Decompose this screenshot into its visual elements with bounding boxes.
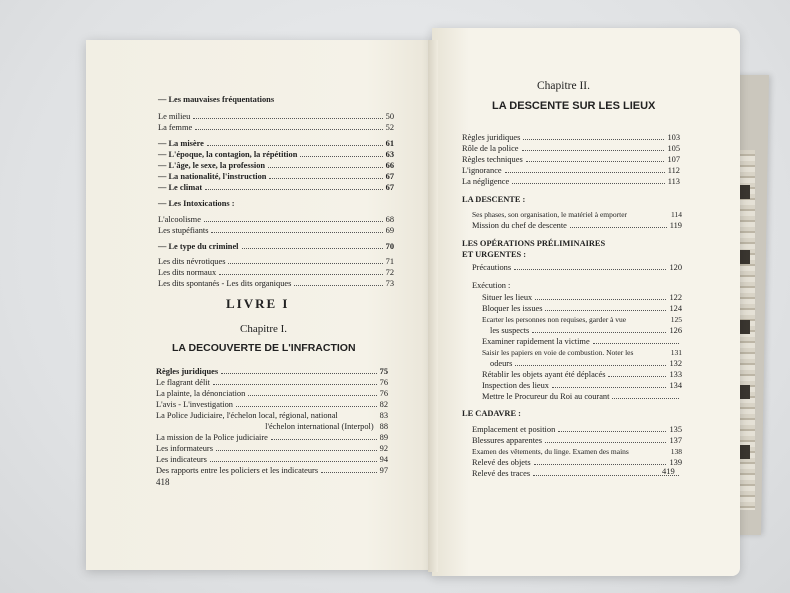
toc-row: Des rapports entre les policiers et les indicateurs 97 — [156, 466, 388, 475]
book-gutter — [428, 40, 438, 572]
toc-row: Les stupéfiants 69 — [158, 226, 394, 235]
toc-heading: LA DESCENTE : — [462, 195, 526, 204]
toc-heading: ET URGENTES : — [462, 250, 527, 259]
toc-row: Le milieu 50 — [158, 112, 394, 121]
toc-row: Inspection des lieux 134 — [482, 381, 682, 390]
toc-row: Les informateurs 92 — [156, 444, 388, 453]
toc-row: Les indicateurs 94 — [156, 455, 388, 464]
toc-row: Mettre le Procureur du Roi au courant — [482, 391, 682, 402]
toc-row: les suspects 126 — [490, 326, 682, 335]
toc-row: Les dits normaux 72 — [158, 268, 394, 277]
toc-row: La plainte, la dénonciation 76 — [156, 389, 388, 398]
toc-heading: LE CADAVRE : — [462, 409, 521, 418]
toc-row: — La misère 61 — [158, 139, 394, 148]
toc-row: Règles juridiques 103 — [462, 133, 680, 142]
toc-row: Bloquer les issues 124 — [482, 304, 682, 313]
toc-row: Précautions 120 — [472, 263, 682, 272]
toc-row: Ses phases, son organisation, le matériel à emporter 114 — [472, 210, 682, 219]
toc-row: La négligence 113 — [462, 177, 680, 186]
toc-subheading: Exécution : — [472, 281, 511, 290]
toc-row: L'avis - L'investigation 82 — [156, 400, 388, 409]
toc-row: — L'âge, le sexe, la profession 66 — [158, 161, 394, 170]
toc-row: Mission du chef de descente 119 — [472, 221, 682, 230]
toc-heading: — Les Intoxications : — [158, 199, 235, 208]
toc-row: Le flagrant délit 76 — [156, 378, 388, 387]
toc-row: — La nationalité, l'instruction 67 — [158, 172, 394, 181]
toc-row: Blessures apparentes 137 — [472, 436, 682, 445]
toc-row: l'échelon international (Interpol) 88 — [265, 422, 388, 431]
toc-row: — Le climat 67 — [158, 183, 394, 192]
toc-row: Situer les lieux 122 — [482, 293, 682, 302]
chapter-label: Chapitre I. — [240, 323, 288, 335]
toc-row: Règles juridiques 75 — [156, 367, 388, 376]
toc-row: Emplacement et position 135 — [472, 425, 682, 434]
toc-row: Relevé des objets 139 — [472, 458, 682, 467]
toc-row: Les dits spontanés - Les dits organiques 73 — [158, 279, 394, 288]
toc-row: Relevé des traces — [472, 468, 682, 479]
toc-row: Examiner rapidement la victime — [482, 336, 682, 347]
toc-row: — L'époque, la contagion, la répétition 63 — [158, 150, 394, 159]
toc-row: Rétablir les objets ayant été déplacés 133 — [482, 370, 682, 379]
toc-row: L'ignorance 112 — [462, 166, 680, 175]
book-title: LIVRE I — [226, 296, 290, 311]
toc-row: La Police Judiciaire, l'échelon local, régional, national 83 — [156, 411, 388, 420]
toc-heading: — Les mauvaises fréquentations — [158, 95, 275, 104]
page-number-left: 418 — [156, 477, 170, 487]
toc-row: La femme 52 — [158, 123, 394, 132]
toc-row: — Le type du criminel 70 — [158, 242, 394, 251]
toc-row: Les dits névrotiques 71 — [158, 257, 394, 266]
toc-heading: LES OPÉRATIONS PRÉLIMINAIRES — [462, 239, 606, 248]
page-number-right: 419 — [662, 466, 675, 476]
chapter-title: LA DECOUVERTE DE L'INFRACTION — [172, 342, 356, 354]
toc-row: Examen des vêtements, du linge. Examen des mains 138 — [472, 447, 682, 456]
toc-row: La mission de la Police judiciaire 89 — [156, 433, 388, 442]
toc-row: odeurs 132 — [490, 359, 682, 368]
toc-row: Saisir les papiers en voie de combustion. Noter les 131 — [482, 348, 682, 357]
toc-row: Rôle de la police 105 — [462, 144, 680, 153]
toc-row: Ecarter les personnes non requises, garder à vue 125 — [482, 315, 682, 324]
toc-row: Règles techniques 107 — [462, 155, 680, 164]
chapter-title: LA DESCENTE SUR LES LIEUX — [492, 100, 656, 112]
toc-row: L'alcoolisme 68 — [158, 215, 394, 224]
chapter-label: Chapitre II. — [537, 80, 591, 92]
